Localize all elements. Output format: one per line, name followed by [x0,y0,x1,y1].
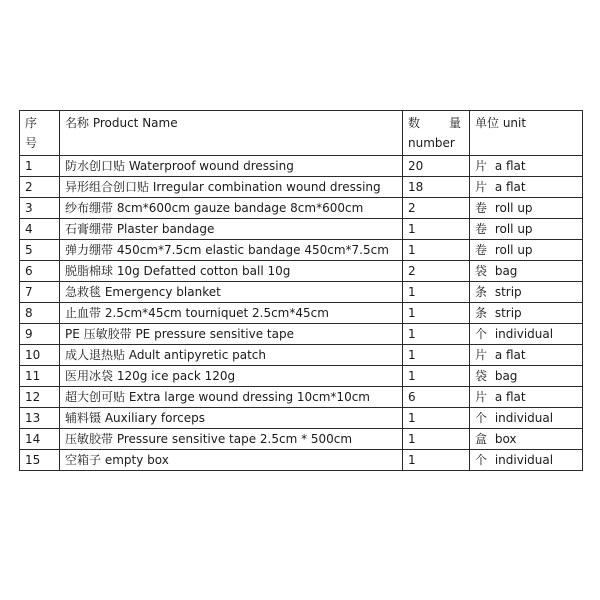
unit-english: bag [494,264,518,278]
header-cell-no [20,111,60,156]
header-qty-char2: 量 [448,116,461,130]
row-number-cell: 2 [20,177,60,198]
header-qty-char1: 数 [408,116,421,130]
unit-cell [470,324,583,345]
table-row [20,261,583,282]
product-name-cell: 异形组合创口贴 Irregular combination wound dressing [60,177,403,198]
table-row [20,366,583,387]
unit-english: individual [494,411,554,425]
table-header-row [20,111,583,156]
unit-cell [470,219,583,240]
product-name-cell: 脱脂棉球 10g Defatted cotton ball 10g [60,261,403,282]
unit-english: a flat [494,390,526,404]
quantity-cell: 2 [403,198,470,219]
quantity-cell: 1 [403,219,470,240]
quantity-cell: 1 [403,366,470,387]
quantity-cell: 1 [403,282,470,303]
product-name-cell: 止血带 2.5cm*45cm tourniquet 2.5cm*45cm [60,303,403,324]
row-number-cell: 8 [20,303,60,324]
table-row [20,324,583,345]
quantity-cell: 2 [403,261,470,282]
row-number-cell: 15 [20,450,60,471]
unit-cell [470,261,583,282]
table-body [20,111,583,471]
quantity-cell: 1 [403,429,470,450]
unit-english: strip [494,285,522,299]
unit-cell [470,240,583,261]
unit-english: individual [494,453,554,467]
row-number-cell: 1 [20,156,60,177]
unit-chinese: 条 [475,306,488,320]
unit-cell [470,345,583,366]
row-number-cell: 3 [20,198,60,219]
unit-chinese: 片 [475,180,488,194]
unit-english: roll up [494,201,533,215]
unit-chinese: 袋 [475,369,488,383]
product-name-cell: 辅料镊 Auxiliary forceps [60,408,403,429]
unit-chinese: 条 [475,285,488,299]
header-qty-line2: number [408,136,455,150]
table-row [20,387,583,408]
row-number-cell: 10 [20,345,60,366]
unit-cell [470,408,583,429]
unit-cell [470,450,583,471]
row-number-cell: 9 [20,324,60,345]
quantity-cell: 20 [403,156,470,177]
unit-cell [470,156,583,177]
unit-chinese: 卷 [475,243,488,257]
quantity-cell: 1 [403,408,470,429]
row-number-cell: 12 [20,387,60,408]
unit-cell [470,387,583,408]
table-row [20,198,583,219]
header-no-line1: 序 [25,116,38,130]
unit-cell [470,429,583,450]
unit-english: bag [494,369,518,383]
product-name-cell: 防水创口贴 Waterproof wound dressing [60,156,403,177]
product-name-cell: 压敏胶带 Pressure sensitive tape 2.5cm * 500cm [60,429,403,450]
product-name-cell: 纱布绷带 8cm*600cm gauze bandage 8cm*600cm [60,198,403,219]
quantity-cell: 1 [403,324,470,345]
table-row [20,429,583,450]
product-name-cell: 成人退热贴 Adult antipyretic patch [60,345,403,366]
header-name: 名称 Product Name [65,116,178,130]
unit-chinese: 片 [475,159,488,173]
unit-cell [470,303,583,324]
unit-chinese: 卷 [475,201,488,215]
unit-cell [470,177,583,198]
unit-cell [470,282,583,303]
header-qty-line1 [408,113,469,133]
product-name-cell: 空箱子 empty box [60,450,403,471]
row-number-cell: 6 [20,261,60,282]
unit-english: a flat [494,348,526,362]
unit-cell [470,366,583,387]
unit-chinese: 片 [475,390,488,404]
unit-english: individual [494,327,554,341]
unit-english: strip [494,306,522,320]
header-cell-name [60,111,403,156]
product-name-cell: 急救毯 Emergency blanket [60,282,403,303]
unit-chinese: 个 [475,453,488,467]
product-name-cell: 石膏绷带 Plaster bandage [60,219,403,240]
quantity-cell: 1 [403,345,470,366]
unit-chinese: 个 [475,327,488,341]
unit-chinese: 卷 [475,222,488,236]
unit-english: roll up [494,222,533,236]
table-row [20,282,583,303]
row-number-cell: 13 [20,408,60,429]
quantity-cell: 1 [403,303,470,324]
unit-english: roll up [494,243,533,257]
unit-english: a flat [494,180,526,194]
row-number-cell: 5 [20,240,60,261]
row-number-cell: 7 [20,282,60,303]
header-unit: 单位 unit [475,116,527,130]
product-name-cell: 弹力绷带 450cm*7.5cm elastic bandage 450cm*7.5cm [60,240,403,261]
unit-chinese: 片 [475,348,488,362]
product-table [19,110,583,471]
header-cell-unit [470,111,583,156]
table-row [20,240,583,261]
quantity-cell: 1 [403,240,470,261]
unit-english: a flat [494,159,526,173]
product-name-cell: PE 压敏胶带 PE pressure sensitive tape [60,324,403,345]
table-row [20,156,583,177]
product-name-cell: 医用冰袋 120g ice pack 120g [60,366,403,387]
product-name-cell: 超大创可贴 Extra large wound dressing 10cm*10cm [60,387,403,408]
table-row [20,219,583,240]
table-row [20,303,583,324]
quantity-cell: 6 [403,387,470,408]
row-number-cell: 4 [20,219,60,240]
unit-chinese: 盒 [475,432,488,446]
quantity-cell: 18 [403,177,470,198]
row-number-cell: 14 [20,429,60,450]
header-cell-qty [403,111,470,156]
unit-cell [470,198,583,219]
quantity-cell: 1 [403,450,470,471]
unit-english: box [494,432,517,446]
table-row [20,450,583,471]
row-number-cell: 11 [20,366,60,387]
table-row [20,345,583,366]
table-row [20,177,583,198]
header-no-line2: 号 [25,136,38,150]
table-row [20,408,583,429]
unit-chinese: 个 [475,411,488,425]
unit-chinese: 袋 [475,264,488,278]
